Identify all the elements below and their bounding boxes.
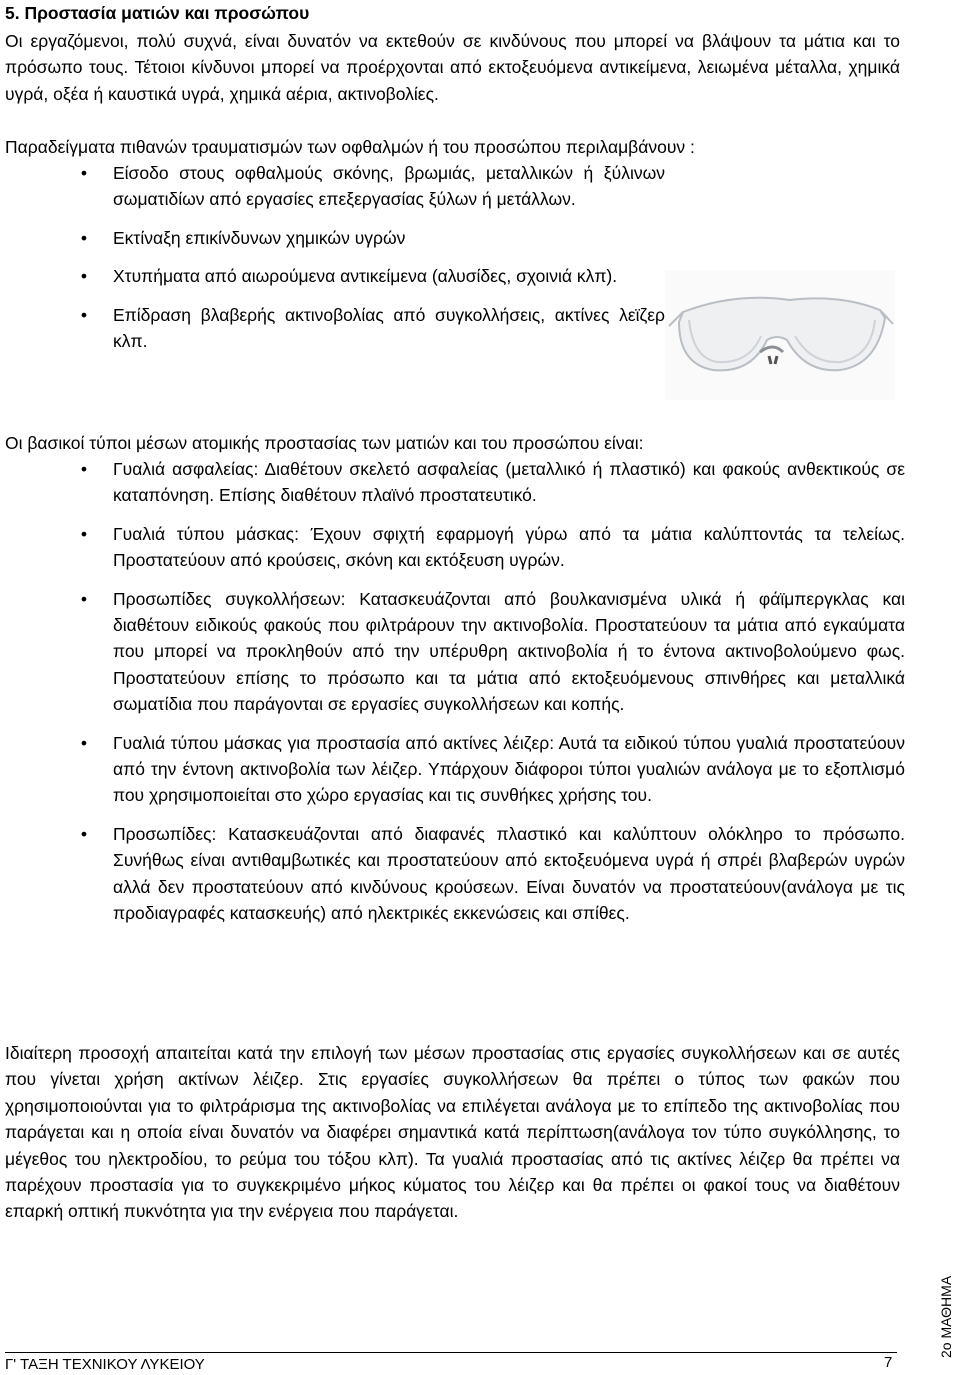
injury-examples-list xyxy=(0,160,665,366)
bullet-icon: • xyxy=(80,588,88,609)
footer-divider xyxy=(5,1352,897,1353)
list-item-text: Χτυπήματα από αιωρούμενα αντικείμενα (αλυσίδες, σχοινιά κλπ). xyxy=(113,266,618,287)
list-item-text: Γυαλιά τύπου μάσκας: Έχουν σφιχτή εφαρμογή γύρω από τα μάτια καλύπτοντάς τα τελείως. Προστατεύουν από κρούσεις, σκόνη και εκτόξευση υγρών. xyxy=(113,523,905,571)
intro-paragraph: Οι εργαζόμενοι, πολύ συχνά, είναι δυνατόν να εκτεθούν σε κινδύνους που μπορεί να βλάψουν τα μάτια και το πρόσωπο τους. Τέτοιοι κίνδυνοι μπορεί να προέρχονται από εκτοξευόμενα αντικείμενα, λειωμένα μέταλλα, χημικά υγρά, οξέα ή καυστικά υγρά, χημικά αέρια, ακτινοβολίες. xyxy=(5,31,900,104)
list-item xyxy=(0,456,905,509)
list-item-text: Προσωπίδες: Κατασκευάζονται από διαφανές πλαστικό και καλύπτουν ολόκληρο το πρόσωπο. Συνήθως είναι αντιθαμβωτικές και προστατεύουν από εκτοξευόμενα υγρά ή σπρέι βλαβερών υγρών αλλά δεν προστατεύουν από κινδύνους κρούσεων. Είναι δυνατόν να προστατεύουν(ανάλογα με τις προδιαγραφές κατασκευής) από ηλεκτρικές εκκενώσεις και σπίθες. xyxy=(113,823,905,924)
bullet-icon: • xyxy=(80,523,88,544)
bullet-icon: • xyxy=(80,823,88,844)
list-item xyxy=(0,586,905,718)
bullet-icon: • xyxy=(80,459,88,479)
bullet-icon: • xyxy=(80,227,88,248)
safety-glasses-image xyxy=(665,270,895,400)
protection-types-list xyxy=(0,456,905,939)
list-item-text: Προσωπίδες συγκολλήσεων: Κατασκευάζονται από βουλκανισμένα υλικά ή φάϊμπεργκλας και διαθέτουν ειδικούς φακούς που φιλτράρουν την ακτινοβολία. Προστατεύουν τα μάτια από εγκαύματα που μπορεί να προκληθούν από την υπέρυθρη ακτινοβολία ή το έντονα ακτινοβολούμενο φως. Προστατεύουν επίσης το πρόσωπο και τα μάτια από εκτοξευόμενους σπινθήρες και μεταλλικά σωματίδια που παράγονται σε εργασίες συγκολλήσεων και κοπής. xyxy=(113,588,905,715)
list-item-text: Γυαλιά ασφαλείας: Διαθέτουν σκελετό ασφαλείας (μεταλλικό ή πλαστικό) και φακούς ανθεκτικούς σε καταπόνηση. Επίσης διαθέτουν πλαϊνό προστατευτικό. xyxy=(113,459,905,506)
bullet-icon: • xyxy=(80,732,88,753)
list-item-text: Εκτίναξη επικίνδυνων χημικών υγρών xyxy=(113,227,406,248)
list-item xyxy=(0,302,665,355)
list-item xyxy=(0,160,665,213)
section-heading: 5. Προστασία ματιών και προσώπου xyxy=(5,3,310,23)
types-lead: Οι βασικοί τύποι μέσων ατομικής προστασίας των ματιών και του προσώπου είναι: xyxy=(5,433,644,453)
bullet-icon: • xyxy=(80,304,88,325)
list-item-text: Γυαλιά τύπου μάσκας για προστασία από ακτίνες λέιζερ: Αυτά τα ειδικού τύπου γυαλιά προστατεύουν από την έντονη ακτινοβολία των λέιζερ. Υπάρχουν διάφοροι τύποι γυαλιών ανάλογα με το εξοπλισμό που χρησιμοποιείται στο χώρο εργασίας και τις συνθήκες χρήσης του. xyxy=(113,732,905,806)
list-item-text: Είσοδο στους οφθαλμούς σκόνης, βρωμιάς, μεταλλικών ή ξύλινων σωματιδίων από εργασίες επεξεργασίας ξύλων ή μετάλλων. xyxy=(113,163,665,210)
list-item xyxy=(0,821,905,927)
list-item xyxy=(0,730,905,809)
examples-lead: Παραδείγματα πιθανών τραυματισμών των οφθαλμών ή του προσώπου περιλαμβάνουν : xyxy=(5,137,695,157)
bullet-icon: • xyxy=(80,163,88,183)
list-item xyxy=(0,225,665,251)
lesson-side-label: 2ο ΜΑΘΗΜΑ xyxy=(938,1275,954,1358)
final-paragraph: Ιδιαίτερη προσοχή απαιτείται κατά την επιλογή των μέσων προστασίας στις εργασίες συγκολλήσεων και σε αυτές που γίνεται χρήση ακτίνων λέιζερ. Στις εργασίες συγκολλήσεων θα πρέπει ο τύπος των φακών που χρησιμοποιούνται για το φιλτράρισμα της ακτινοβολίας να επιλέγεται ανάλογα με το επίπεδο της ακτινοβολίας που παράγεται και η οποία είναι δυνατόν να διαφέρει σημαντικά κατά περίπτωση(ανάλογα τον τύπο συγκόλλησης, το μέγεθος του ηλεκτροδίου, το ρεύμα του τόξου κλπ). Τα γυαλιά προστασίας από τις ακτίνες λέιζερ θα πρέπει να παρέχουν προστασία για το συγκεκριμένο μήκος κύματος του λέιζερ και θα πρέπει οι φακοί τους να διαθέτουν επαρκή οπτική πυκνότητα για την ενέργεια που παράγεται. xyxy=(5,1043,900,1222)
list-item-text: Επίδραση βλαβερής ακτινοβολίας από συγκολλήσεις, ακτίνες λεϊζερ κλπ. xyxy=(113,304,665,352)
page-number: 7 xyxy=(884,1354,893,1371)
footer-class-label: Γ' ΤΑΞΗ ΤΕΧΝΙΚΟΥ ΛΥΚΕΙΟΥ xyxy=(5,1356,205,1373)
list-item xyxy=(0,521,905,574)
list-item xyxy=(0,263,665,289)
bullet-icon: • xyxy=(80,266,88,287)
